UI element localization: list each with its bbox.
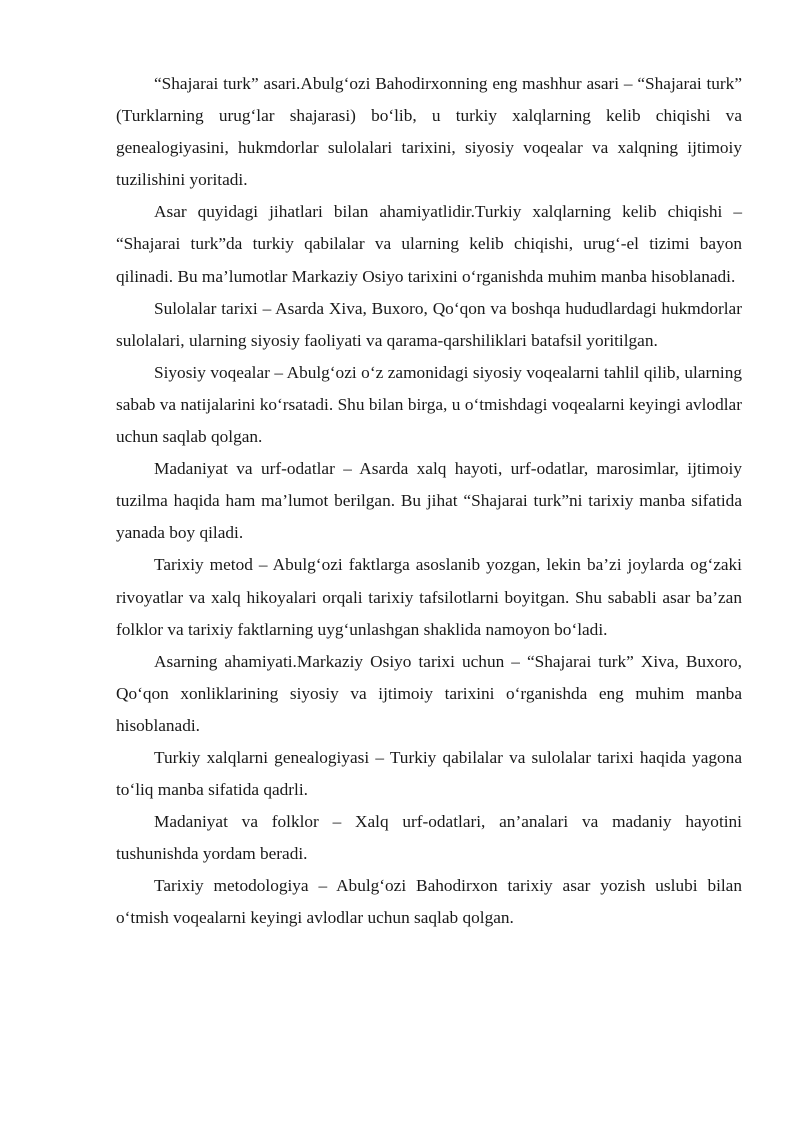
paragraph-political-events: Siyosiy voqealar – Abulg‘ozi o‘z zamonidagi siyosiy voqealarni tahlil qilib, ularning sabab va natijalarini ko‘rsatadi. Shu bilan birga, u o‘tmishdagi voqealarni keyingi avlodlar uchun saqlab qolgan. — [116, 362, 742, 447]
paragraph-turkic-genealogy: Turkiy xalqlarni genealogiyasi – Turkiy qabilalar va sulolalar tarixi haqida yagona to‘liq manba sifatida qadrli. — [116, 747, 742, 800]
paragraph-turkic-origins: Asar quyidagi jihatlari bilan ahamiyatlidir.Turkiy xalqlarning kelib chiqishi – “Shajarai turk”da turkiy qabilalar va ularning kelib chiqishi, urug‘-el tizimi bayon qilinadi. Bu ma’lumotlar Markaziy Osiyo tarixini o‘rganishda muhim manba hisoblanadi. — [116, 202, 742, 286]
paragraph-culture-customs: Madaniyat va urf-odatlar – Asarda xalq hayoti, urf-odatlar, marosimlar, ijtimoiy tuzilma haqida ham ma’lumot berilgan. Bu jihat “Shajarai turk”ni tarixiy manba sifatida yanada boy qiladi. — [116, 459, 742, 543]
paragraph-shajarai-turk-intro: “Shajarai turk” asari.Abulg‘ozi Bahodirxonning eng mashhur asari – “Shajarai turk” (Turklarning urug‘lar shajarasi) bo‘lib, u turkiy xalqlarning kelib chiqishi va genealogiyasini, hukmdorlar sulolalari tarixini, siyosiy voqealar va xalqning ijtimoiy tuzilishini yoritadi. — [116, 74, 742, 190]
paragraph-historical-methodology: Tarixiy metodologiya – Abulg‘ozi Bahodirxon tarixiy asar yozish uslubi bilan o‘tmish voqealarni keyingi avlodlar uchun saqlab qolgan. — [116, 876, 742, 928]
document-page — [116, 68, 742, 935]
paragraph-work-significance: Asarning ahamiyati.Markaziy Osiyo tarixi uchun – “Shajarai turk” Xiva, Buxoro, Qo‘qon xonliklarining siyosiy va ijtimoiy tarixini o‘rganishda eng muhim manba hisoblanadi. — [116, 651, 742, 735]
paragraph-dynasties-history: Sulolalar tarixi – Asarda Xiva, Buxoro, Qo‘qon va boshqa hududlardagi hukmdorlar sulolalari, ularning siyosiy faoliyati va qarama-qarshiliklari batafsil yoritilgan. — [116, 298, 742, 350]
paragraph-culture-folklore: Madaniyat va folklor – Xalq urf-odatlari, an’analari va madaniy hayotini tushunishda yordam beradi. — [116, 812, 742, 864]
paragraph-historical-method: Tarixiy metod – Abulg‘ozi faktlarga asoslanib yozgan, lekin ba’zi joylarda og‘zaki rivoyatlar va xalq hikoyalari orqali tarixiy tafsilotlarni boyitgan. Shu sababli asar ba’zan folklor va tarixiy faktlarning uyg‘unlashgan shaklida namoyon bo‘ladi. — [116, 555, 742, 639]
